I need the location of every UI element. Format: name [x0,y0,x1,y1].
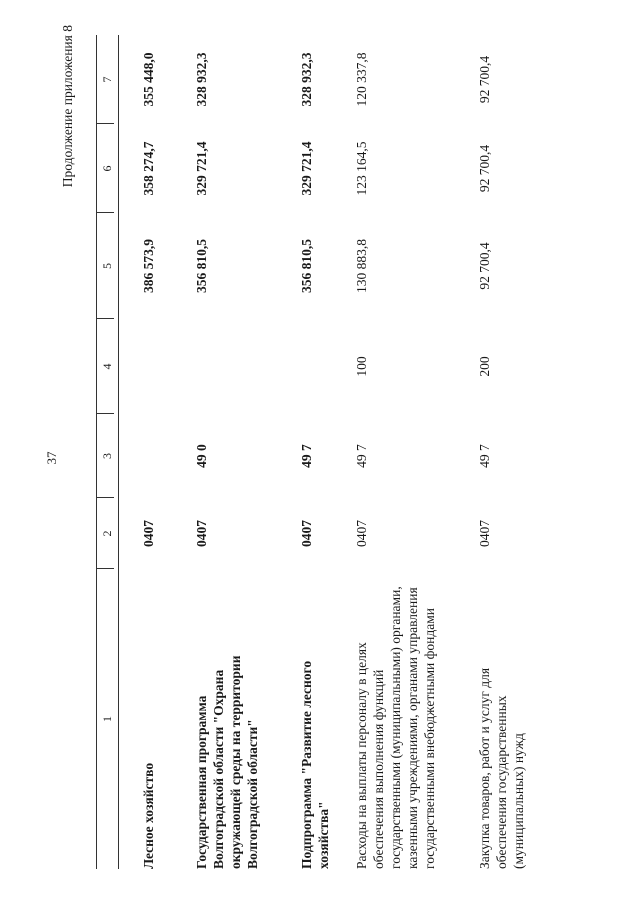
column-header: 6 [100,165,114,172]
cell-year1: 386 573,9 [141,239,156,293]
column-header: 1 [100,716,114,722]
cell-target: 49 0 [194,444,209,468]
cell-year3: 328 932,3 [299,52,314,107]
cell-year3: 355 448,0 [141,52,156,107]
cell-section: 0407 [299,520,314,547]
row-name: Государственная программа Волгоградской области "Охрана окружающей среды на территории Волгоградской области" [194,655,260,869]
cell-year3: 328 932,3 [194,52,209,107]
cell-year1: 356 810,5 [299,239,314,293]
column-header: 3 [100,453,114,459]
cell-section: 0407 [477,520,492,547]
cell-section: 0407 [354,520,369,547]
cell-year2: 123 164,5 [354,141,369,196]
row-name: Подпрограмма "Развитие лесного хозяйства" [299,660,331,869]
column-header: 5 [100,263,114,269]
budget-table [98,35,530,869]
row-name: Расходы на выплаты персоналу в целях обеспечения выполнения функций государственными (муниципальными) органами, казенными учреждениями, органами управления государственными внебюджетными фондами [354,586,437,869]
column-header: 2 [100,530,114,537]
cell-year2: 92 700,4 [477,144,492,193]
column-header: 7 [100,76,114,83]
cell-section: 0407 [141,520,156,547]
cell-year1: 356 810,5 [194,239,209,293]
cell-year2: 358 274,7 [141,141,156,196]
column-header: 4 [100,363,114,370]
page-number: 37 [44,451,59,465]
cell-target: 49 7 [354,444,369,468]
cell-expense-type: 200 [477,356,492,377]
cell-year2: 329 721,4 [194,141,209,196]
header-bottom-line [118,35,119,869]
cell-section: 0407 [194,520,209,547]
row-name: Закупка товаров, работ и услуг для обеспечения государственных (муниципальных) нужд [477,667,526,869]
cell-target: 49 7 [477,444,492,468]
cell-year2: 329 721,4 [299,141,314,196]
row-name: Лесное хозяйство [141,762,156,869]
appendix-label: Продолжение приложения 8 [60,25,75,188]
cell-year1: 92 700,4 [477,242,492,290]
cell-expense-type: 100 [354,356,369,377]
cell-target: 49 7 [299,444,314,468]
cell-year3: 92 700,4 [477,55,492,104]
cell-year1: 130 883,8 [354,239,369,293]
cell-year3: 120 337,8 [354,52,369,107]
